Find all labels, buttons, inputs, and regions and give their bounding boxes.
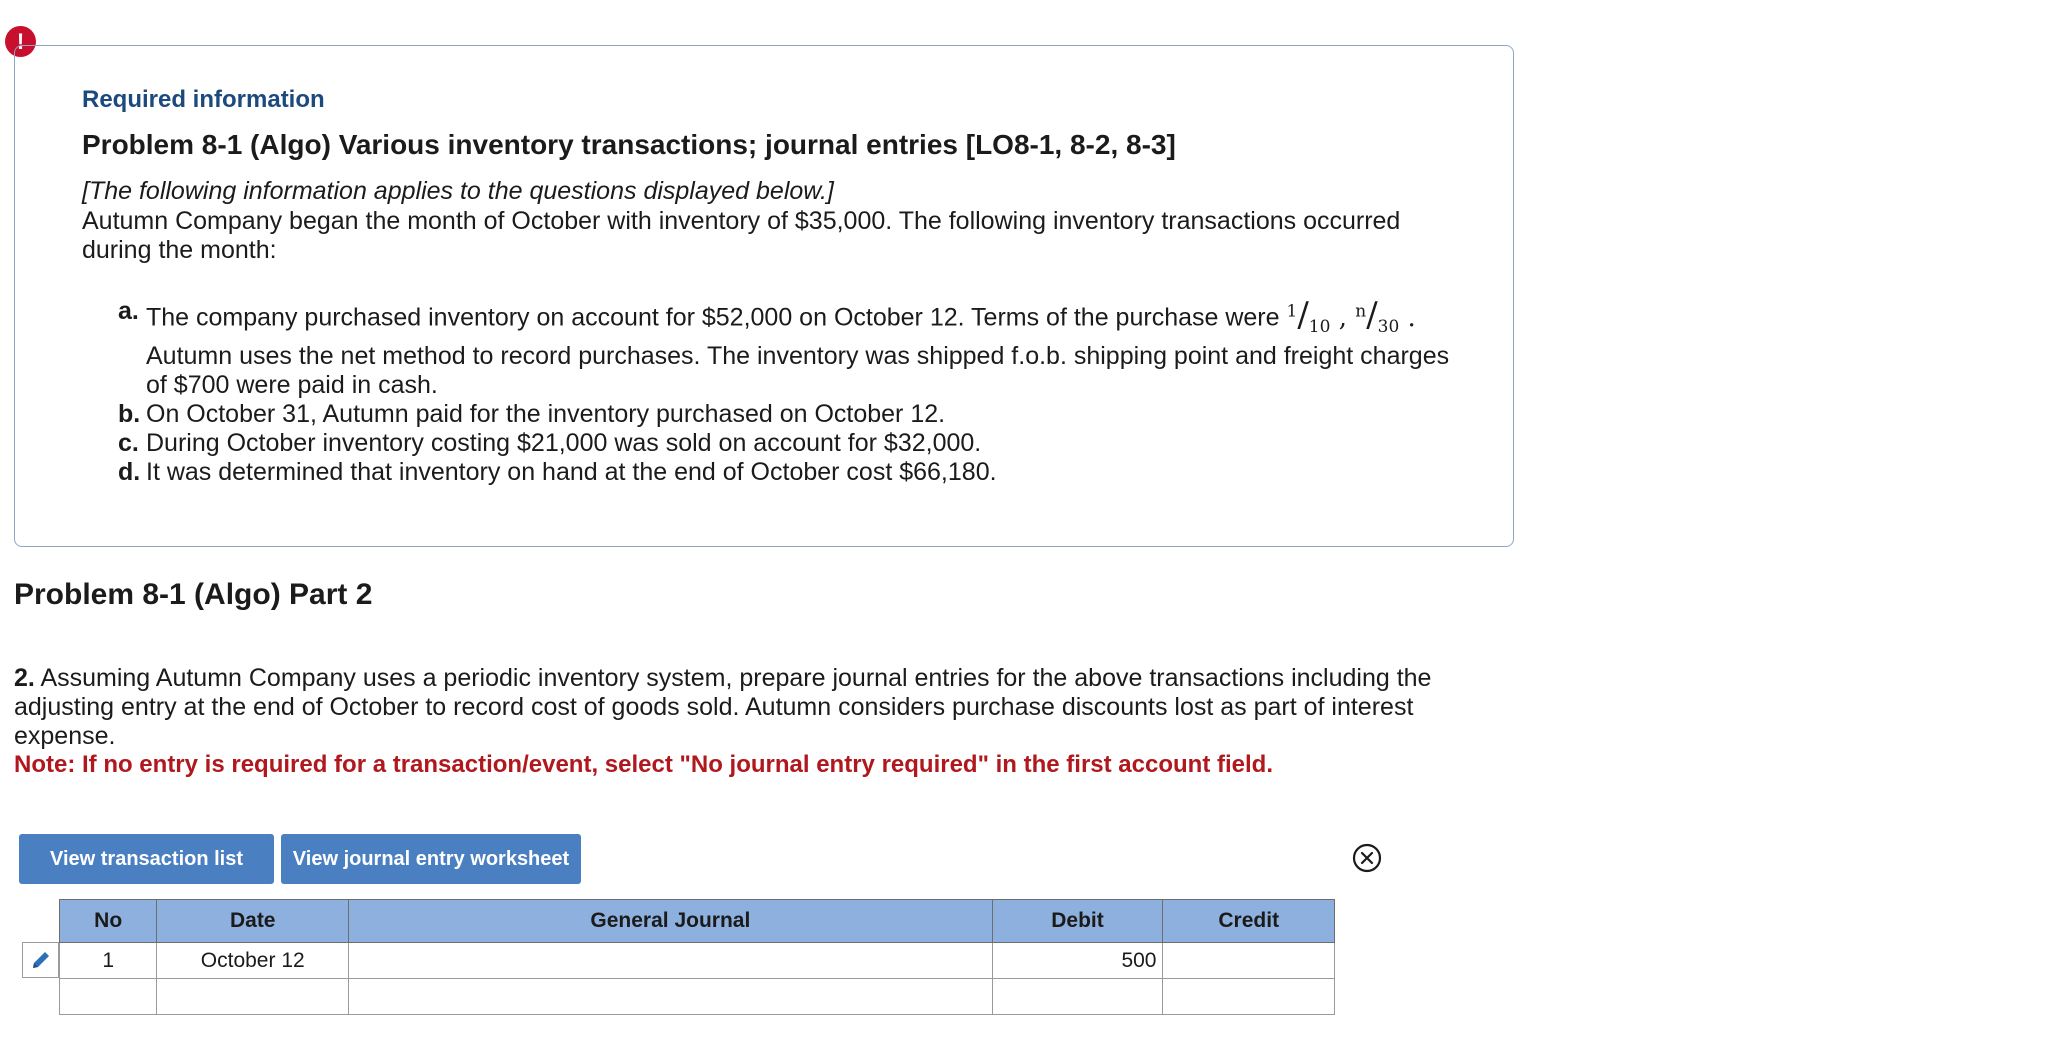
applies-note: [The following information applies to the questions displayed below.] xyxy=(82,177,834,205)
cell-account xyxy=(349,943,992,979)
close-icon[interactable] xyxy=(1352,843,1382,873)
transaction-b xyxy=(118,400,1458,429)
journal-header-row xyxy=(60,900,1335,943)
cell-credit xyxy=(1163,979,1335,1015)
part-title: Problem 8-1 (Algo) Part 2 xyxy=(14,578,373,611)
edit-entry-button[interactable] xyxy=(22,942,59,978)
intro-text: Autumn Company began the month of October with inventory of $35,000. The following inventory transactions occurred during the month: xyxy=(82,207,1401,264)
cell-date xyxy=(157,979,349,1015)
cell-credit xyxy=(1163,943,1335,979)
terms-fraction: $^1/_{10}$ , $^n/_{30}$ . xyxy=(1286,294,1416,337)
transaction-text: During October inventory costing $21,000 was sold on account for $32,000. xyxy=(146,428,982,457)
header-credit: Credit xyxy=(1163,900,1335,943)
transaction-text: It was determined that inventory on hand at the end of October cost $66,180. xyxy=(146,457,997,486)
alert-icon: ! xyxy=(5,26,36,57)
question-number: 2. xyxy=(14,664,35,692)
transaction-a xyxy=(118,294,1458,400)
transaction-letter: d. xyxy=(118,457,141,486)
cell-debit xyxy=(992,979,1163,1015)
header-debit: Debit xyxy=(992,900,1163,943)
transaction-list xyxy=(118,294,1458,487)
table-row[interactable] xyxy=(60,943,1335,979)
question-text xyxy=(14,664,1474,751)
cell-no: 1 xyxy=(60,943,157,979)
problem-title: Problem 8-1 (Algo) Various inventory transactions; journal entries [LO8-1, 8-2, 8-3] xyxy=(82,129,1176,160)
cell-account xyxy=(349,979,992,1015)
header-no: No xyxy=(60,900,157,943)
header-date: Date xyxy=(157,900,349,943)
view-journal-entry-worksheet-button[interactable]: View journal entry worksheet xyxy=(281,834,581,884)
transaction-letter: c. xyxy=(118,428,139,457)
transaction-text: The company purchased inventory on account for $52,000 on October 12. Terms of the purchase were xyxy=(146,303,1280,332)
cell-date: October 12 xyxy=(157,943,349,979)
transaction-text: On October 31, Autumn paid for the inventory purchased on October 12. xyxy=(146,399,946,428)
transaction-c xyxy=(118,429,1458,458)
pencil-icon xyxy=(29,948,53,972)
cell-no xyxy=(60,979,157,1015)
table-row[interactable] xyxy=(60,979,1335,1015)
transaction-letter: b. xyxy=(118,399,141,428)
question-body: Assuming Autumn Company uses a periodic inventory system, prepare journal entries for the above transactions including the adjusting entry at the end of October to record cost of goods sold. Autumn considers purchase discounts lost as part of interest expense. xyxy=(14,664,1432,750)
journal-table xyxy=(59,899,1335,1015)
instruction-note: Note: If no entry is required for a transaction/event, select "No journal entry required" in the first account field. xyxy=(14,751,1273,778)
cell-debit: 500 xyxy=(992,943,1163,979)
view-transaction-list-button[interactable]: View transaction list xyxy=(19,834,274,884)
transaction-letter: a. xyxy=(118,297,139,325)
transaction-d xyxy=(118,458,1458,487)
transaction-text-continued: Autumn uses the net method to record purchases. The inventory was shipped f.o.b. shipping point and freight charges of $700 were paid in cash. xyxy=(146,341,1450,399)
required-information-heading: Required information xyxy=(82,86,325,113)
header-general-journal: General Journal xyxy=(349,900,992,943)
